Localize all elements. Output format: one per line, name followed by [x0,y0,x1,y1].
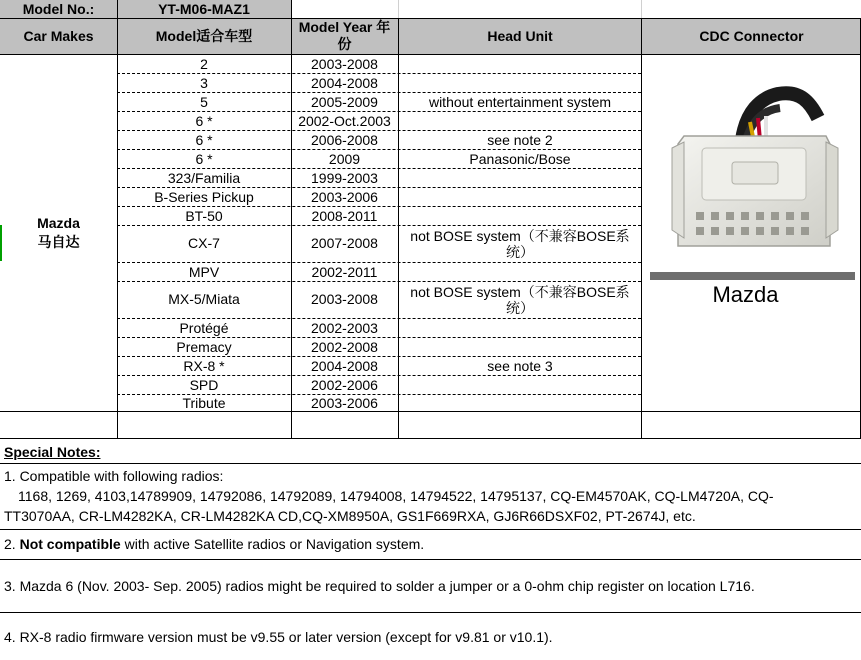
grid-line [0,463,861,464]
model-cell: SPD [189,377,219,393]
special-notes-title: Special Notes: [4,444,101,460]
grid-line [0,438,861,439]
grid-line [0,18,861,19]
head-unit-cell: Panasonic/Bose [469,151,571,167]
model-cell: 5 [200,94,208,110]
year-cell: 2003-2008 [311,56,378,72]
row-divider [117,111,641,112]
row-divider [117,73,641,74]
grid-line [291,0,292,439]
model-no-label: Model No.: [22,1,95,17]
head-unit-cell: see note 3 [487,358,553,374]
col-model-year: Model Year 年份 [298,19,391,52]
model-cell: MPV [188,264,220,280]
grid-line [398,0,399,18]
row-divider [117,168,641,169]
year-cell: 2005-2009 [311,94,378,110]
row-divider [117,318,641,319]
note-4: 4. RX-8 radio firmware version must be v9.55 or later version (except for v9.81 or v10.1). [4,629,553,645]
col-car-makes: Car Makes [23,28,94,44]
head-unit-cell: without entertainment system [428,94,612,110]
row-divider [117,149,641,150]
year-cell: 2002-2006 [311,377,378,393]
row-divider [117,375,641,376]
year-cell: 1999-2003 [311,170,378,186]
year-cell: 2003-2006 [311,189,378,205]
grid-line [641,18,642,439]
row-divider [117,262,641,263]
row-divider [117,225,641,226]
grid-line [0,54,861,55]
head-unit-cell: not BOSE system（不兼容BOSE系统） [410,227,630,260]
note-3: 3. Mazda 6 (Nov. 2003- Sep. 2005) radios might be required to solder a jumper or a 0-ohm chip register on location L716. [4,578,755,594]
col-head-unit: Head Unit [487,28,553,44]
connector-caption: Mazda [712,282,779,307]
row-divider [117,281,641,282]
grid-line [0,612,861,613]
car-make-name-cn: 马自达 [37,233,80,250]
year-cell: 2003-2008 [311,291,378,307]
row-divider [117,394,641,395]
row-divider [117,92,641,93]
model-no-value: YT-M06-MAZ1 [158,1,250,17]
row-divider [117,206,641,207]
row-divider [117,356,641,357]
car-make-name: Mazda [37,214,80,231]
cdc-connector-photo [650,62,855,280]
year-cell: 2002-Oct.2003 [298,113,391,129]
note-2 [4,535,424,553]
col-model: Model适合车型 [155,28,253,44]
model-cell: 6 * [195,151,213,167]
model-cell: 3 [200,75,208,91]
head-unit-cell: not BOSE system（不兼容BOSE系统） [410,283,630,316]
model-cell: CX-7 [188,235,220,251]
model-cell: 323/Familia [167,170,241,186]
note-1-line-3: TT3070AA, CR-LM4282KA, CR-LM4282KA CD,CQ-XM8950A, GS1F669RXA, GJ6R66DSXF02, PT-2674J, etc. [4,508,696,524]
year-cell: 2004-2008 [311,358,378,374]
year-cell: 2002-2011 [311,264,378,280]
grid-line [0,411,861,412]
year-cell: 2003-2006 [311,395,378,411]
note-2-rest: with active Satellite radios or Navigation system. [120,536,425,552]
head-unit-cell: see note 2 [487,132,553,148]
year-cell: 2002-2003 [311,320,378,336]
model-cell: 6 * [195,113,213,129]
grid-line [0,559,861,560]
grid-line [117,0,118,439]
model-cell: Tribute [182,395,226,411]
car-make-cell [0,54,117,411]
year-cell: 2006-2008 [311,132,378,148]
year-cell: 2004-2008 [311,75,378,91]
model-cell: MX-5/Miata [168,291,240,307]
note-2-prefix: 2. [4,536,20,552]
note-2-bold: Not compatible [19,536,121,552]
year-cell: 2008-2011 [311,208,378,224]
model-cell: RX-8 * [183,358,225,374]
model-cell: Premacy [176,339,232,355]
model-cell: BT-50 [185,208,223,224]
year-cell: 2007-2008 [311,235,378,251]
cell-indicator [0,225,2,261]
year-cell: 2009 [328,151,361,167]
year-cell: 2002-2008 [311,339,378,355]
connector-illustration [650,62,855,280]
note-1-line-2: 1168, 1269, 4103,14789909, 14792086, 14792089, 14794008, 14794522, 14795137, CQ-EM4570AK, CQ-LM4720A, CQ- [18,488,774,504]
grid-line [0,529,861,530]
row-divider [117,130,641,131]
col-cdc-connector: CDC Connector [699,28,804,44]
model-cell: Protégé [179,320,229,336]
model-cell: B-Series Pickup [154,189,254,205]
model-cell: 2 [200,56,208,72]
note-1-line-1: 1. Compatible with following radios: [4,468,224,484]
row-divider [117,187,641,188]
model-cell: 6 * [195,132,213,148]
row-divider [117,337,641,338]
